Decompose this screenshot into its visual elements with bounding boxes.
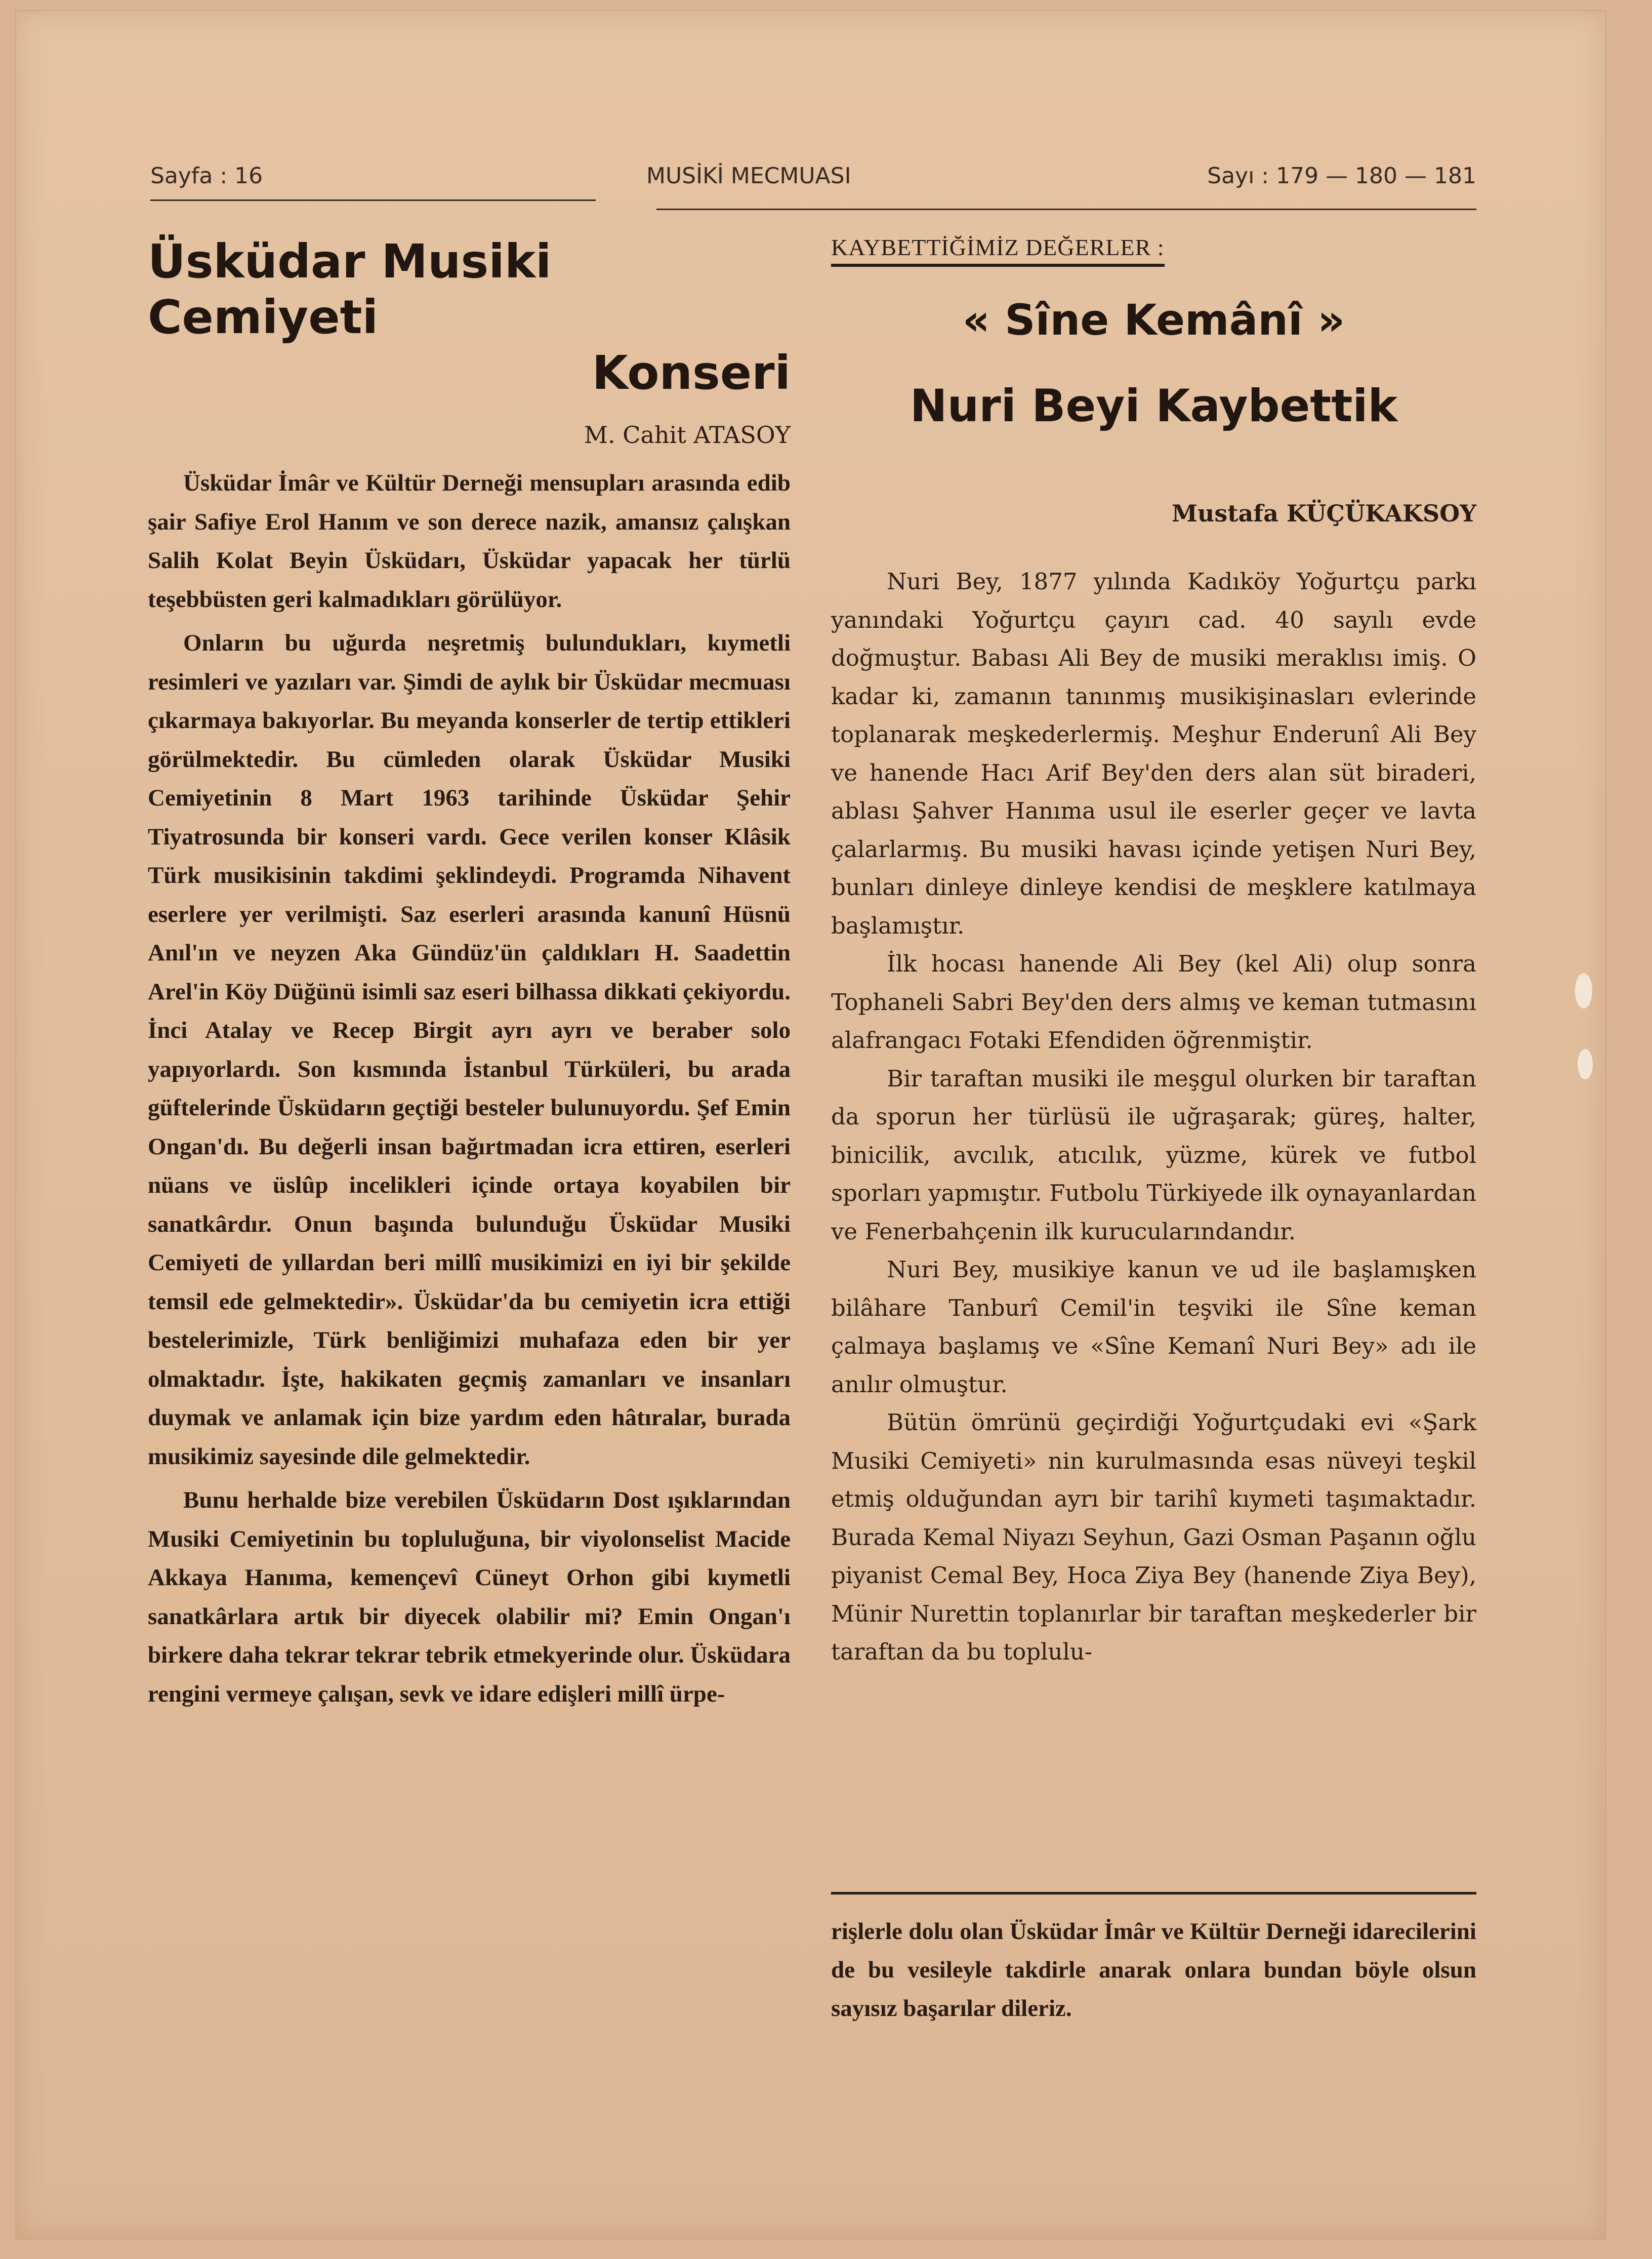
- right-article-author: Mustafa KÜÇÜKAKSOY: [1171, 500, 1476, 527]
- left-paragraph: Onların bu uğurda neşretmiş bulundukları, kıymetli resimleri ve yazıları var. Şimdi de aylık bir Üsküdar mecmuası çıkarmaya bakıyorlar. Bu meyanda konserler de tertip ettikleri görülmektedir. Bu cümleden olarak Üsküdar Musiki Cemiyetinin 8 Mart 1963 tarihinde Üsküdar Şehir Tiyatrosunda bir konseri vardı. Gece verilen konser Klâsik Türk musikisinin takdimi şeklindeydi. Programda Nihavent eserlere yer verilmişti. Saz eserleri arasında kanunî Hüsnü Anıl'ın ve neyzen Aka Gündüz'ün çaldıkları H. Saadettin Arel'in Köy Düğünü isimli saz eseri bilhassa dikkati çekiyordu. İnci Atalay ve Recep Birgit ayrı ayrı ve beraber solo yapıyorlardı. Son kısmında İstanbul Türküleri, bu arada güftelerinde Üsküdarın geçtiği besteler bulunuyordu. Şef Emin Ongan'dı. Bu değerli insan bağırtmadan icra ettiren, eserleri nüans ve üslûp incelikleri içinde ortaya koyabilen bir sanatkârdır. Onun başında bulunduğu Üsküdar Musiki Cemiyeti de yıllardan beri millî musikimizi en iyi bir şekilde temsil ede gelmektedir». Üsküdar'da bu cemiyetin icra ettiği bestelerimizle, Türk benliğimizi muhafaza eden bir yer olmaktadır. İşte, hakikaten geçmiş zamanları ve insanları duymak ve anlamak için bize yardım eden hâtıralar, burada musikimiz sayesinde dile gelmektedir.: [148, 630, 791, 1470]
- left-paragraph: Bunu herhalde bize verebilen Üsküdarın Dost ışıklarından Musiki Cemiyetinin bu topluluğuna, bir viyolonselist Macide Akkaya Hanıma, kemençevî Cüneyt Orhon gibi kıymetli sanatkârlara artık bir diyecek olabilir mi? Emin Ongan'ı birkere daha tekrar tekrar tebrik etmekyerinde olur. Üsküdara rengini vermeye çalışan, sevk ve idare edişleri millî ürpe-: [148, 1487, 791, 1707]
- column-divider-rule: [831, 1892, 1476, 1894]
- magazine-name: MUSİKİ MECMUASI: [646, 163, 851, 189]
- right-paragraph: Bütün ömrünü geçirdiği Yoğurtçudaki evi «Şark Musiki Cemiyeti» nin kurulmasında esas nüveyi teşkil etmiş olduğundan ayrı bir tarihî kıymeti taşımaktadır. Burada Kemal Niyazı Seyhun, Gazi Osman Paşanın oğlu piyanist Cemal Bey, Hoca Ziya Bey (hanende Ziya Bey), Münir Nurettin toplanırlar bir taraftan meşkederler bir taraftan da bu toplulu-: [831, 1409, 1476, 1665]
- left-article-continuation: rişlerle dolu olan Üsküdar İmâr ve Kültür Derneği idarecilerini de bu vesileyle takdirle anarak onlara bundan böyle olsun sayısız başarılar dileriz.: [831, 1918, 1476, 2022]
- paper-speck: [1578, 1049, 1593, 1079]
- right-article-title-line1: « Sîne Kemânî »: [962, 295, 1345, 345]
- left-article-title-line2: Konseri: [592, 346, 791, 400]
- right-article: [831, 234, 1476, 1671]
- left-article: [148, 234, 791, 1718]
- left-article-title-line1: Üsküdar Musiki Cemiyeti: [148, 234, 552, 344]
- page-number: Sayfa : 16: [150, 163, 263, 189]
- right-paragraph: İlk hocası hanende Ali Bey (kel Ali) olup sonra Tophaneli Sabri Bey'den ders almış ve keman tutmasını alafrangacı Fotaki Efendiden öğrenmiştir.: [831, 950, 1476, 1054]
- magazine-page: [15, 10, 1606, 2240]
- header-rule-right: [656, 209, 1476, 210]
- left-paragraph: Üsküdar İmâr ve Kültür Derneği mensupları arasında edib şair Safiye Erol Hanım ve son derece nazik, amansız çalışkan Salih Kolat Beyin Üsküdarı, Üsküdar yapacak her türlü teşebbüsten geri kalmadıkları görülüyor.: [148, 470, 791, 613]
- right-paragraph: Bir taraftan musiki ile meşgul olurken bir taraftan da sporun her türlüsü ile uğraşarak; güreş, halter, binicilik, avcılık, atıcılık, yüzme, kürek ve futbol sporları yapmıştır. Futbolu Türkiyede ilk oynayanlardan ve Fenerbahçenin ilk kurucularındandır.: [831, 1065, 1476, 1245]
- running-head: [150, 163, 1476, 219]
- paper-speck: [1575, 973, 1592, 1009]
- right-paragraph: Nuri Bey, 1877 yılında Kadıköy Yoğurtçu parkı yanındaki Yoğurtçu çayırı cad. 40 sayılı evde doğmuştur. Babası Ali Bey de musiki meraklısı imiş. O kadar ki, zamanın tanınmış musikişinasları evlerinde toplanarak meşkederlermiş. Meşhur Enderunî Ali Bey ve hanende Hacı Arif Bey'den ders alan süt biraderi, ablası Şahver Hanıma usul ile eserler geçer ve lavta çalarlarmış. Bu musiki havası içinde yetişen Nuri Bey, bunları dinleye dinleye kendisi de meşklere katılmaya başlamıştır.: [831, 568, 1476, 939]
- right-article-title-line2: Nuri Beyi Kaybettik: [910, 380, 1398, 432]
- left-article-author: M. Cahit ATASOY: [584, 421, 791, 449]
- header-rule-left: [150, 199, 596, 201]
- right-paragraph: Nuri Bey, musikiye kanun ve ud ile başlamışken bilâhare Tanburî Cemil'in teşviki ile Sîne keman çalmaya başlamış ve «Sîne Kemanî Nuri Bey» adı ile anılır olmuştur.: [831, 1256, 1476, 1398]
- right-article-body: [831, 562, 1476, 1671]
- left-article-body: [148, 464, 791, 1713]
- issue-number: Sayı : 179 — 180 — 181: [1207, 163, 1476, 189]
- section-kicker: KAYBETTİĞİMİZ DEĞERLER :: [831, 234, 1165, 267]
